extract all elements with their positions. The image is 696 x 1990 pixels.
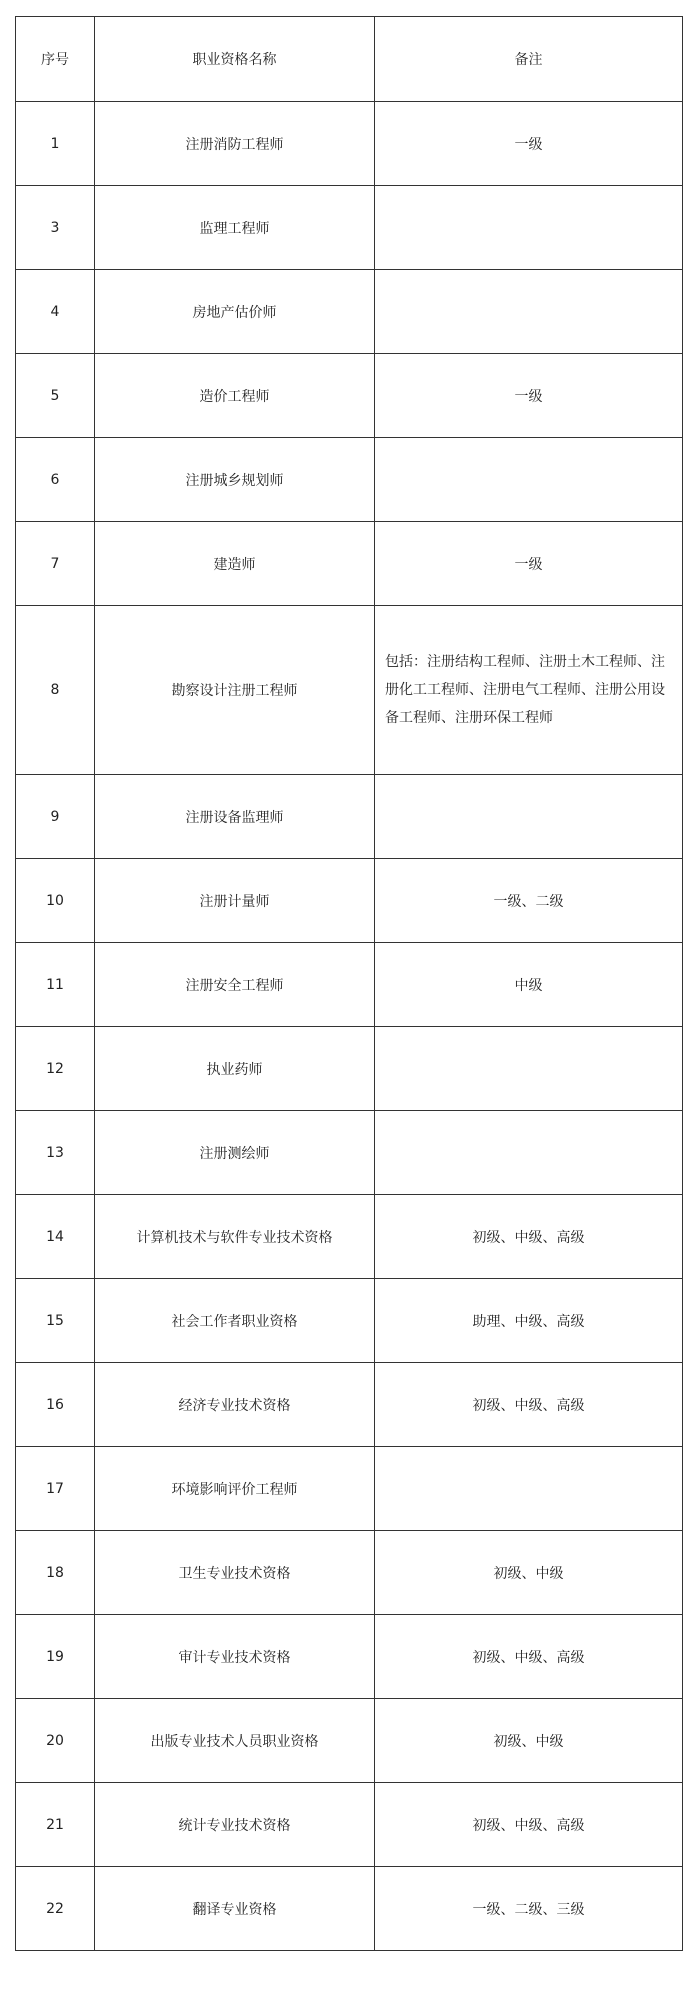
cell-note bbox=[375, 1111, 683, 1195]
cell-no: 7 bbox=[16, 522, 95, 606]
cell-note: 初级、中级 bbox=[375, 1531, 683, 1615]
table-row bbox=[16, 1195, 683, 1279]
table-row bbox=[16, 1279, 683, 1363]
cell-no: 19 bbox=[16, 1615, 95, 1699]
cell-no: 5 bbox=[16, 354, 95, 438]
cell-note: 包括：注册结构工程师、注册土木工程师、注册化工工程师、注册电气工程师、注册公用设备工程师、注册环保工程师 bbox=[375, 606, 683, 775]
cell-no: 12 bbox=[16, 1027, 95, 1111]
cell-qualification-name: 注册安全工程师 bbox=[95, 943, 375, 1027]
cell-qualification-name: 勘察设计注册工程师 bbox=[95, 606, 375, 775]
cell-qualification-name: 卫生专业技术资格 bbox=[95, 1531, 375, 1615]
cell-no: 6 bbox=[16, 438, 95, 522]
table-row bbox=[16, 943, 683, 1027]
cell-note bbox=[375, 1447, 683, 1531]
cell-no: 21 bbox=[16, 1783, 95, 1867]
cell-note bbox=[375, 438, 683, 522]
table-row bbox=[16, 438, 683, 522]
table-row bbox=[16, 1867, 683, 1951]
table-row bbox=[16, 859, 683, 943]
cell-no: 22 bbox=[16, 1867, 95, 1951]
cell-qualification-name: 审计专业技术资格 bbox=[95, 1615, 375, 1699]
cell-no: 15 bbox=[16, 1279, 95, 1363]
header-no: 序号 bbox=[16, 17, 95, 102]
cell-qualification-name: 监理工程师 bbox=[95, 186, 375, 270]
table-row bbox=[16, 354, 683, 438]
qualification-table bbox=[15, 16, 683, 1951]
table-row bbox=[16, 1615, 683, 1699]
cell-qualification-name: 执业药师 bbox=[95, 1027, 375, 1111]
cell-note: 初级、中级 bbox=[375, 1699, 683, 1783]
table-row bbox=[16, 1699, 683, 1783]
cell-qualification-name: 房地产估价师 bbox=[95, 270, 375, 354]
cell-qualification-name: 注册测绘师 bbox=[95, 1111, 375, 1195]
cell-qualification-name: 注册消防工程师 bbox=[95, 102, 375, 186]
table-row bbox=[16, 102, 683, 186]
cell-qualification-name: 注册设备监理师 bbox=[95, 775, 375, 859]
cell-qualification-name: 计算机技术与软件专业技术资格 bbox=[95, 1195, 375, 1279]
cell-no: 9 bbox=[16, 775, 95, 859]
cell-no: 11 bbox=[16, 943, 95, 1027]
cell-note: 一级 bbox=[375, 522, 683, 606]
cell-no: 10 bbox=[16, 859, 95, 943]
cell-qualification-name: 出版专业技术人员职业资格 bbox=[95, 1699, 375, 1783]
cell-note bbox=[375, 270, 683, 354]
cell-note: 初级、中级、高级 bbox=[375, 1363, 683, 1447]
table-row bbox=[16, 606, 683, 775]
cell-note: 一级、二级 bbox=[375, 859, 683, 943]
cell-no: 4 bbox=[16, 270, 95, 354]
table-body bbox=[16, 17, 683, 1951]
table-row bbox=[16, 270, 683, 354]
cell-qualification-name: 翻译专业资格 bbox=[95, 1867, 375, 1951]
header-note: 备注 bbox=[375, 17, 683, 102]
cell-qualification-name: 统计专业技术资格 bbox=[95, 1783, 375, 1867]
table-row bbox=[16, 775, 683, 859]
table-row bbox=[16, 522, 683, 606]
cell-no: 3 bbox=[16, 186, 95, 270]
cell-no: 1 bbox=[16, 102, 95, 186]
cell-no: 18 bbox=[16, 1531, 95, 1615]
table-row bbox=[16, 1447, 683, 1531]
table-row bbox=[16, 1111, 683, 1195]
cell-no: 17 bbox=[16, 1447, 95, 1531]
table-row bbox=[16, 1783, 683, 1867]
cell-qualification-name: 社会工作者职业资格 bbox=[95, 1279, 375, 1363]
header-name: 职业资格名称 bbox=[95, 17, 375, 102]
cell-note: 初级、中级、高级 bbox=[375, 1195, 683, 1279]
cell-no: 20 bbox=[16, 1699, 95, 1783]
table-row bbox=[16, 1027, 683, 1111]
cell-qualification-name: 造价工程师 bbox=[95, 354, 375, 438]
cell-qualification-name: 建造师 bbox=[95, 522, 375, 606]
cell-qualification-name: 经济专业技术资格 bbox=[95, 1363, 375, 1447]
cell-note: 一级 bbox=[375, 102, 683, 186]
table-row bbox=[16, 1363, 683, 1447]
cell-no: 16 bbox=[16, 1363, 95, 1447]
table-header-row bbox=[16, 17, 683, 102]
cell-note: 中级 bbox=[375, 943, 683, 1027]
cell-qualification-name: 注册计量师 bbox=[95, 859, 375, 943]
cell-note bbox=[375, 186, 683, 270]
table-row bbox=[16, 1531, 683, 1615]
cell-no: 8 bbox=[16, 606, 95, 775]
cell-note: 初级、中级、高级 bbox=[375, 1783, 683, 1867]
cell-no: 14 bbox=[16, 1195, 95, 1279]
cell-note: 初级、中级、高级 bbox=[375, 1615, 683, 1699]
cell-note: 助理、中级、高级 bbox=[375, 1279, 683, 1363]
cell-note bbox=[375, 1027, 683, 1111]
cell-note: 一级 bbox=[375, 354, 683, 438]
cell-qualification-name: 注册城乡规划师 bbox=[95, 438, 375, 522]
cell-note bbox=[375, 775, 683, 859]
cell-note: 一级、二级、三级 bbox=[375, 1867, 683, 1951]
table-row bbox=[16, 186, 683, 270]
cell-no: 13 bbox=[16, 1111, 95, 1195]
cell-qualification-name: 环境影响评价工程师 bbox=[95, 1447, 375, 1531]
